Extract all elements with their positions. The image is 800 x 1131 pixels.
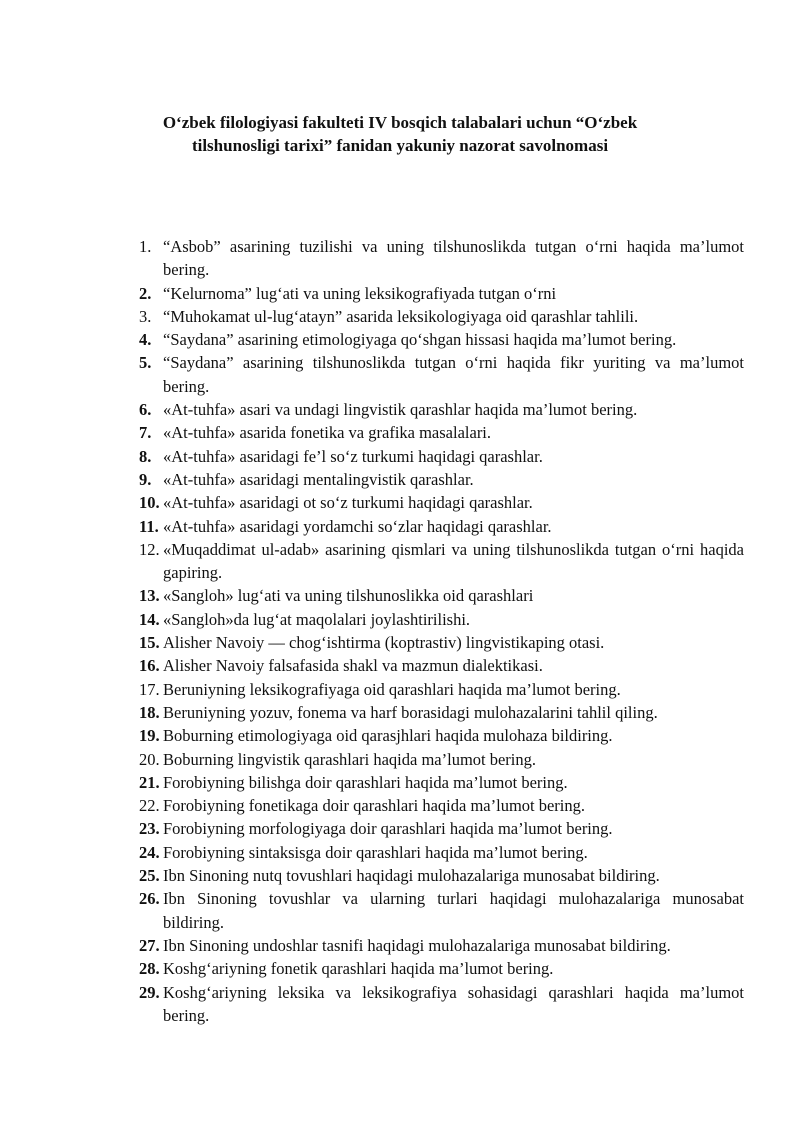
question-item	[139, 421, 744, 444]
question-text: «At-tuhfa» asaridagi fe’l so‘z turkumi haqidagi qarashlar.	[163, 446, 543, 466]
question-number: 19.	[139, 726, 160, 746]
question-number: 4.	[139, 330, 152, 350]
question-item	[139, 538, 744, 585]
question-item	[139, 934, 744, 957]
question-list	[139, 235, 744, 1027]
question-number: 23.	[139, 819, 160, 839]
question-text: “Saydana” asarining tilshunoslikda tutgan o‘rni haqida fikr yuriting va ma’lumot bering.	[163, 353, 744, 396]
question-number: 25.	[139, 866, 160, 886]
question-text: “Muhokamat ul-lug‘atayn” asarida leksikologiyaga oid qarashlar tahlili.	[163, 306, 639, 326]
question-number: 26.	[139, 889, 160, 909]
question-item	[139, 887, 744, 934]
page-title	[150, 111, 650, 157]
question-number: 1.	[139, 237, 152, 256]
question-item	[139, 678, 744, 701]
question-number: 22.	[139, 796, 160, 816]
question-item	[139, 608, 744, 631]
question-text: Boburning etimologiyaga oid qarasjhlari haqida mulohaza bildiring.	[163, 726, 613, 746]
question-text: «Sangloh» lug‘ati va uning tilshunoslikka oid qarashlari	[163, 586, 534, 606]
question-text: Ibn Sinoning tovushlar va ularning turlari haqidagi mulohazalariga munosabat bildiring.	[163, 889, 744, 932]
question-text: Alisher Navoiy falsafasida shakl va mazmun dialektikasi.	[163, 656, 543, 676]
question-number: 16.	[139, 656, 160, 676]
question-item	[139, 794, 744, 817]
question-item	[139, 584, 744, 607]
question-text: «At-tuhfa» asari va undagi lingvistik qarashlar haqida ma’lumot bering.	[163, 400, 638, 420]
question-text: Boburning lingvistik qarashlari haqida ma’lumot bering.	[163, 749, 537, 769]
question-item	[139, 771, 744, 794]
question-text: «At-tuhfa» asarida fonetika va grafika masalalari.	[163, 423, 492, 443]
question-item	[139, 724, 744, 747]
question-text: «Muqaddimat ul-adab» asarining qismlari va uning tilshunoslikda tutgan o‘rni haqida gapiring.	[163, 539, 744, 583]
question-text: Koshg‘ariyning fonetik qarashlari haqida ma’lumot bering.	[163, 959, 554, 979]
question-number: 6.	[139, 400, 152, 420]
question-text: “Saydana” asarining etimologiyaga qo‘shgan hissasi haqida ma’lumot bering.	[163, 330, 677, 350]
question-item	[139, 654, 744, 677]
question-number: 24.	[139, 842, 160, 862]
question-item	[139, 491, 744, 514]
question-number: 17.	[139, 679, 160, 699]
question-item	[139, 351, 744, 398]
question-item	[139, 748, 744, 771]
question-text: Koshg‘ariyning leksika va leksikografiya sohasidagi qarashlari haqida ma’lumot bering.	[163, 982, 744, 1025]
question-text: Forobiyning fonetikaga doir qarashlari haqida ma’lumot bering.	[163, 796, 586, 816]
question-number: 3.	[139, 306, 152, 326]
question-item	[139, 515, 744, 538]
question-number: 13.	[139, 586, 160, 606]
question-text: “Kelurnoma” lug‘ati va uning leksikografiyada tutgan o‘rni	[163, 283, 557, 303]
question-number: 11.	[139, 516, 159, 536]
question-item	[139, 631, 744, 654]
question-number: 8.	[139, 446, 152, 466]
question-item	[139, 468, 744, 491]
question-text: Forobiyning sintaksisga doir qarashlari haqida ma’lumot bering.	[163, 842, 588, 862]
question-number: 10.	[139, 493, 160, 513]
question-text: «At-tuhfa» asaridagi mentalingvistik qarashlar.	[163, 469, 474, 489]
question-number: 9.	[139, 469, 152, 489]
question-number: 18.	[139, 702, 160, 722]
question-item	[139, 398, 744, 421]
question-number: 20.	[139, 749, 160, 769]
question-item	[139, 328, 744, 351]
question-number: 29.	[139, 982, 160, 1002]
question-item	[139, 981, 744, 1028]
question-text: Beruniyning leksikografiyaga oid qarashlari haqida ma’lumot bering.	[163, 679, 621, 699]
question-item	[139, 282, 744, 305]
question-number: 12.	[139, 539, 160, 559]
question-number: 7.	[139, 423, 152, 443]
question-text: Alisher Navoiy — chog‘ishtirma (koptrastiv) lingvistikaping otasi.	[163, 633, 605, 653]
question-text: Forobiyning morfologiyaga doir qarashlari haqida ma’lumot bering.	[163, 819, 613, 839]
question-text: «At-tuhfa» asaridagi yordamchi so‘zlar haqidagi qarashlar.	[163, 516, 552, 536]
question-number: 21.	[139, 772, 160, 792]
question-text: Beruniyning yozuv, fonema va harf borasidagi mulohazalarini tahlil qiling.	[163, 702, 658, 722]
question-number: 27.	[139, 935, 160, 955]
title-line-2: tilshunosligi tarixi” fanidan yakuniy nazorat savolnomasi	[191, 136, 609, 155]
question-item	[139, 957, 744, 980]
question-item	[139, 841, 744, 864]
question-number: 28.	[139, 959, 160, 979]
question-item	[139, 445, 744, 468]
question-text: «Sangloh»da lug‘at maqolalari joylashtirilishi.	[163, 609, 471, 629]
question-text: Ibn Sinoning nutq tovushlari haqidagi mulohazalariga munosabat bildiring.	[163, 866, 660, 886]
question-text: «At-tuhfa» asaridagi ot so‘z turkumi haqidagi qarashlar.	[163, 493, 533, 513]
question-number: 15.	[139, 633, 160, 653]
question-number: 5.	[139, 353, 152, 373]
question-item	[139, 701, 744, 724]
question-item	[139, 817, 744, 840]
question-item	[139, 305, 744, 328]
question-number: 14.	[139, 609, 160, 629]
question-item	[139, 864, 744, 887]
question-number: 2.	[139, 283, 152, 303]
question-text: Ibn Sinoning undoshlar tasnifi haqidagi mulohazalariga munosabat bildiring.	[163, 935, 671, 955]
question-item	[139, 235, 744, 282]
question-text: “Asbob” asarining tuzilishi va uning tilshunoslikda tutgan o‘rni haqida ma’lumot bering.	[163, 237, 744, 280]
question-text: Forobiyning bilishga doir qarashlari haqida ma’lumot bering.	[163, 772, 568, 792]
title-line-1: O‘zbek filologiyasi fakulteti IV bosqich talabalari uchun “O‘zbek	[162, 113, 638, 132]
